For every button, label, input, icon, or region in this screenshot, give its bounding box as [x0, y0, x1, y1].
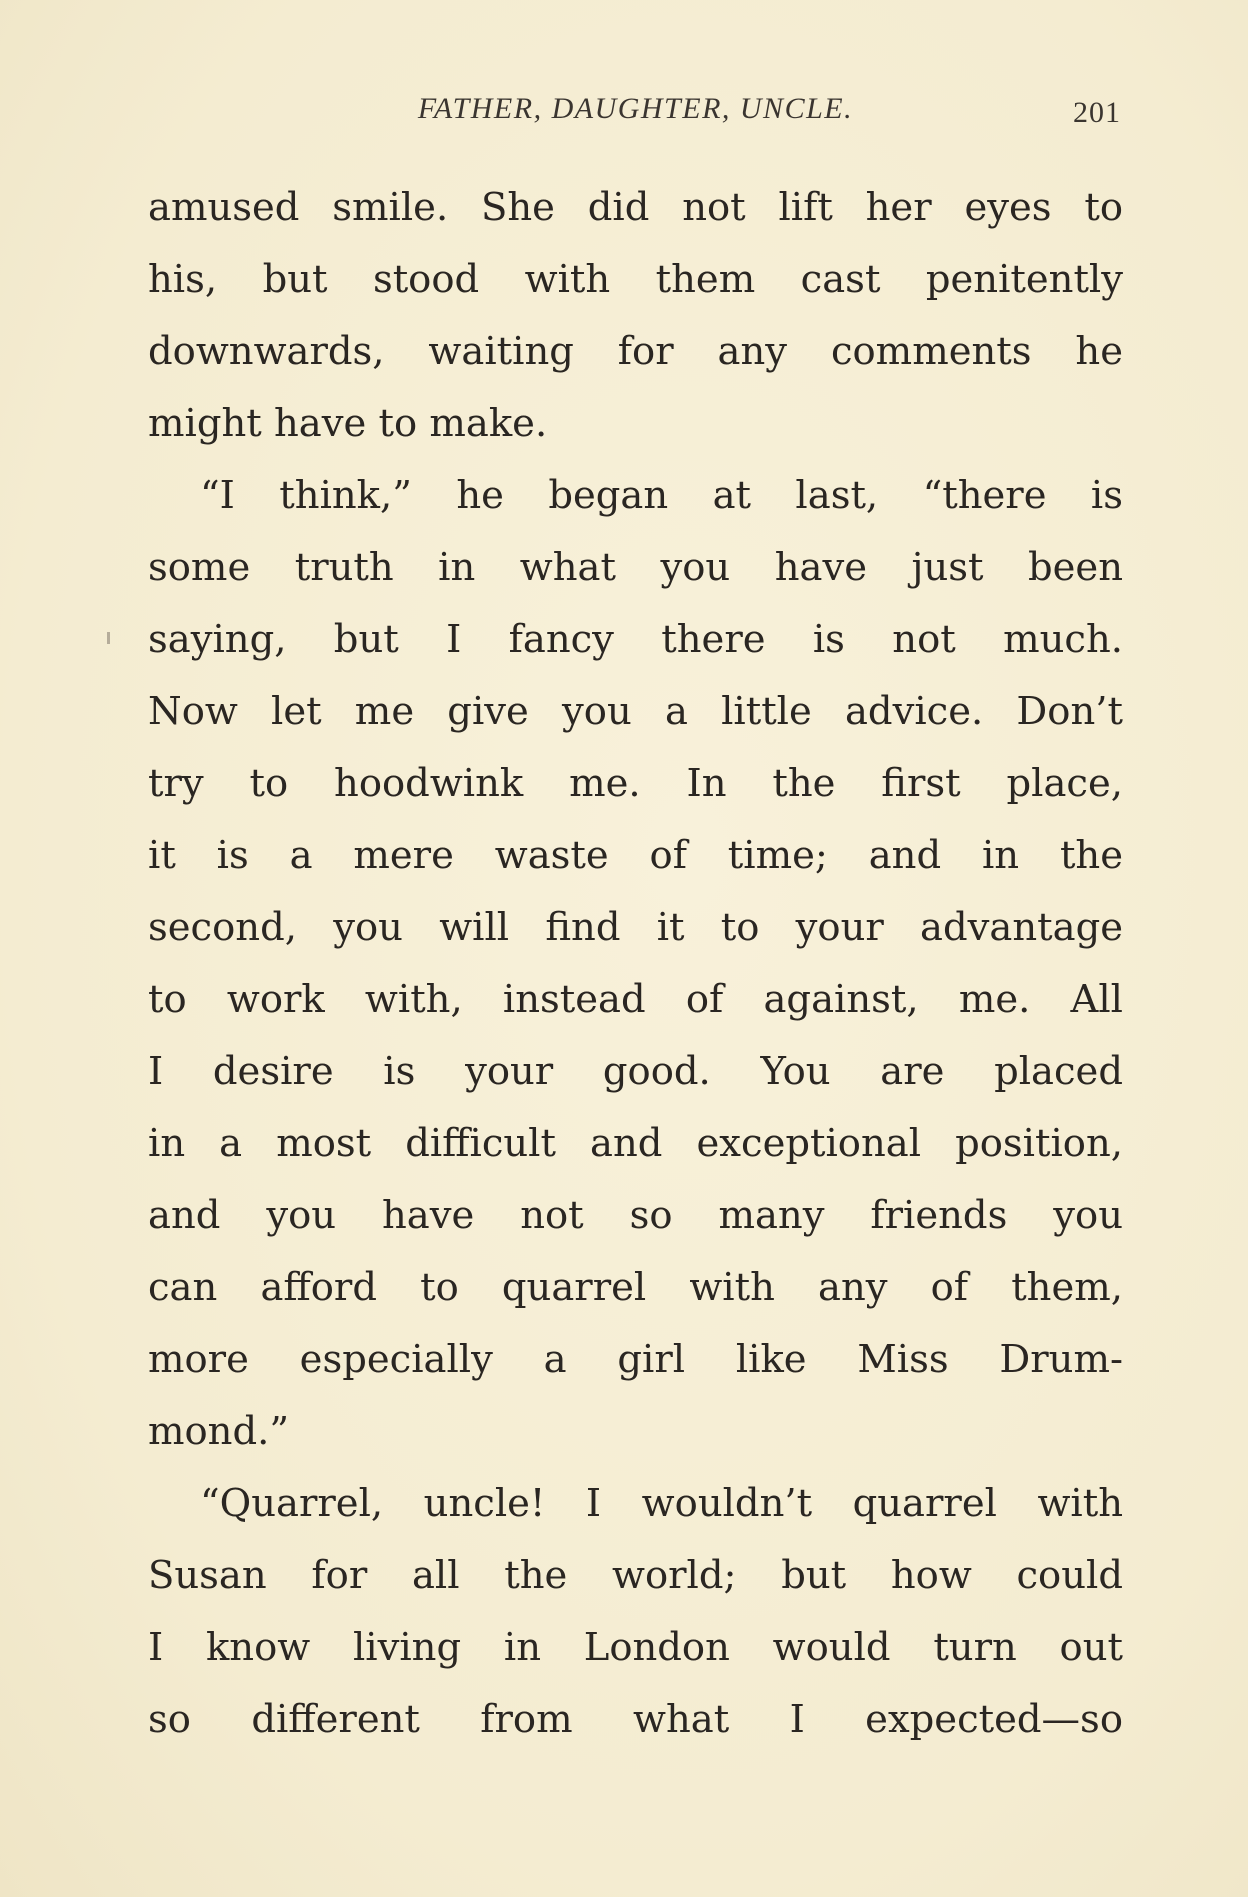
margin-mark	[107, 632, 110, 644]
text-line: I know living in London would turn out	[148, 1625, 1123, 1670]
text-line: it is a mere waste of time; and in the	[148, 833, 1123, 878]
text-line: try to hoodwink me. In the first place,	[148, 761, 1123, 806]
text-line: Now let me give you a little advice. Don’t	[148, 689, 1123, 734]
paragraph-start-line: “I think,” he began at last, “there is	[200, 473, 1123, 518]
text-line: saying, but I fancy there is not much.	[148, 617, 1123, 662]
text-line: downwards, waiting for any comments he	[148, 329, 1123, 374]
text-line: second, you will find it to your advantage	[148, 905, 1123, 950]
text-line: and you have not so many friends you	[148, 1193, 1123, 1238]
body-text	[148, 172, 1123, 1756]
text-line: to work with, instead of against, me. All	[148, 977, 1123, 1022]
paragraph-start-line: “Quarrel, uncle! I wouldn’t quarrel with	[200, 1481, 1123, 1526]
paragraph-end-line: might have to make.	[148, 401, 548, 446]
running-head	[148, 92, 1123, 132]
paragraph-end-line: mond.”	[148, 1409, 290, 1454]
text-line: more especially a girl like Miss Drum-	[148, 1337, 1123, 1382]
text-line: can afford to quarrel with any of them,	[148, 1265, 1123, 1310]
running-title: FATHER, DAUGHTER, UNCLE.	[417, 92, 854, 125]
text-line: his, but stood with them cast penitently	[148, 257, 1123, 302]
text-line: I desire is your good. You are placed	[148, 1049, 1123, 1094]
text-line: Susan for all the world; but how could	[148, 1553, 1123, 1598]
text-line: amused smile. She did not lift her eyes to	[148, 185, 1123, 230]
text-line: so different from what I expected—so	[148, 1697, 1123, 1742]
text-line: in a most difficult and exceptional position,	[148, 1121, 1123, 1166]
page-number: 201	[1073, 96, 1121, 129]
text-line: some truth in what you have just been	[148, 545, 1123, 590]
